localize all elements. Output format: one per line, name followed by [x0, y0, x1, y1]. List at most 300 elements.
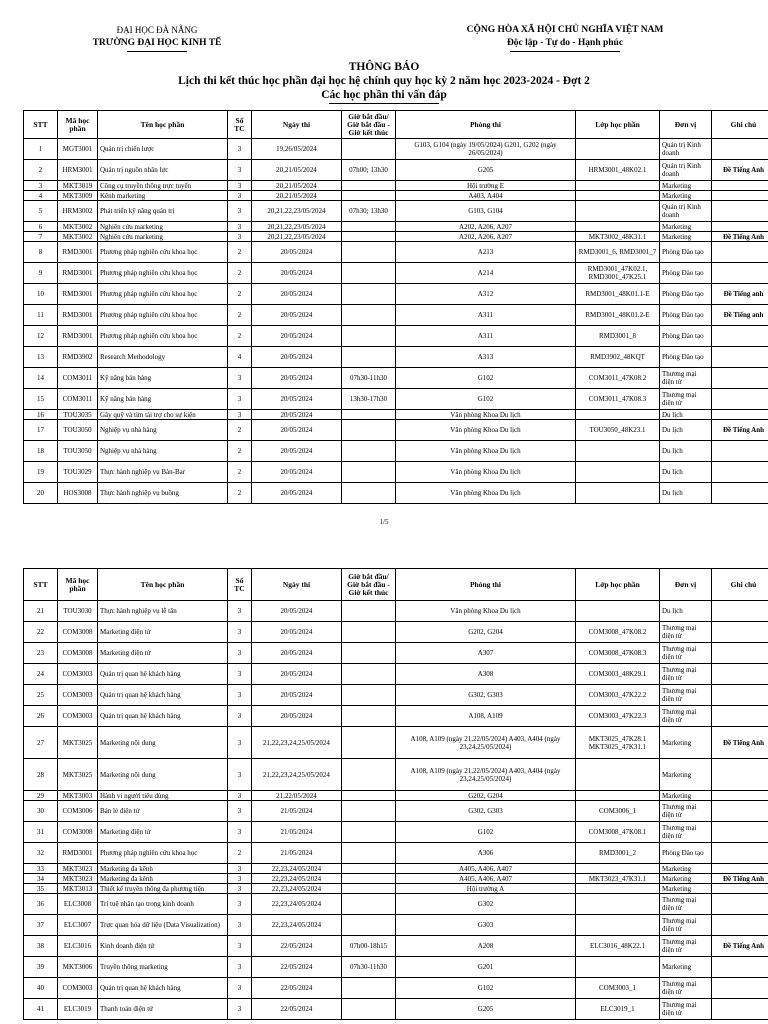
note-cell: Đề Tiếng anh	[712, 305, 768, 326]
department-cell: Thương mại điện tử	[660, 706, 712, 727]
course-code-cell: HRM3001	[58, 160, 98, 181]
note-cell	[712, 643, 768, 664]
department-cell: Thương mại điện tử	[660, 389, 712, 410]
class-section-cell	[576, 441, 660, 462]
table-row	[24, 706, 768, 727]
exam-room-cell: A311	[396, 326, 576, 347]
course-code-cell: RMD3902	[58, 347, 98, 368]
exam-room-cell: G302	[396, 894, 576, 915]
exam-room-cell: A202, A206, A207	[396, 222, 576, 232]
class-section-cell: COM3011_47K08.3	[576, 389, 660, 410]
note-cell	[712, 791, 768, 801]
credits-cell: 2	[228, 263, 252, 284]
table-row	[24, 441, 768, 462]
table-row	[24, 957, 768, 978]
table-row	[24, 242, 768, 263]
course-name-cell: Gây quỹ và tìm tài trợ cho sự kiện	[98, 410, 228, 420]
col-header-exam-date: Ngày thi	[252, 569, 342, 601]
table-row	[24, 727, 768, 759]
note-cell	[712, 263, 768, 284]
exam-date-cell: 20/05/2024	[252, 305, 342, 326]
col-header-credits: Số TC	[228, 569, 252, 601]
stt-cell: 26	[24, 706, 58, 727]
class-section-cell: COM3008_47K08.2	[576, 622, 660, 643]
course-code-cell: RMD3001	[58, 284, 98, 305]
course-name-cell: Truyền thông marketing	[98, 957, 228, 978]
course-code-cell: RMD3001	[58, 326, 98, 347]
department-cell: Thương mại điện tử	[660, 685, 712, 706]
exam-room-cell: G205	[396, 160, 576, 181]
exam-time-cell	[342, 483, 396, 504]
national-motto-block	[440, 24, 690, 52]
col-header-department: Đơn vị	[660, 111, 712, 139]
credits-cell: 3	[228, 884, 252, 894]
course-name-cell: Thực hành nghiệp vụ Bàn-Bar	[98, 462, 228, 483]
table-row	[24, 139, 768, 160]
stt-cell: 17	[24, 420, 58, 441]
exam-date-cell: 22/05/2024	[252, 936, 342, 957]
exam-time-cell: 07h00; 13h30	[342, 160, 396, 181]
exam-time-cell	[342, 791, 396, 801]
exam-room-cell: A403, A404	[396, 191, 576, 201]
credits-cell: 4	[228, 347, 252, 368]
class-section-cell	[576, 791, 660, 801]
class-section-cell	[576, 222, 660, 232]
department-cell: Marketing	[660, 181, 712, 191]
exam-time-cell	[342, 843, 396, 864]
exam-date-cell: 22,23,24/05/2024	[252, 864, 342, 874]
exam-room-cell: Văn phòng Khoa Du lịch	[396, 601, 576, 622]
stt-cell: 38	[24, 936, 58, 957]
table-row	[24, 368, 768, 389]
exam-room-cell: Văn phòng Khoa Du lịch	[396, 483, 576, 504]
note-cell: Đề Tiếng Anh	[712, 936, 768, 957]
credits-cell: 3	[228, 999, 252, 1020]
exam-room-cell: Văn phòng Khoa Du lịch	[396, 462, 576, 483]
col-header-class-section: Lớp học phần	[576, 111, 660, 139]
department-cell: Thương mại điện tử	[660, 801, 712, 822]
table-row	[24, 305, 768, 326]
note-cell	[712, 347, 768, 368]
course-name-cell: Marketing đa kênh	[98, 874, 228, 884]
col-header-exam-room: Phòng thi	[396, 569, 576, 601]
course-code-cell: TOU3030	[58, 601, 98, 622]
exam-room-cell: G303	[396, 915, 576, 936]
credits-cell: 2	[228, 462, 252, 483]
stt-cell: 9	[24, 263, 58, 284]
course-name-cell: Phát triển kỹ năng quản trị	[98, 201, 228, 222]
exam-time-cell	[342, 822, 396, 843]
exam-room-cell: A214	[396, 263, 576, 284]
stt-cell: 32	[24, 843, 58, 864]
note-cell	[712, 462, 768, 483]
department-cell: Quản trị Kinh doanh	[660, 201, 712, 222]
exam-date-cell: 22,23,24/05/2024	[252, 894, 342, 915]
exam-date-cell: 20,21/05/2024	[252, 181, 342, 191]
course-name-cell: Phương pháp nghiên cứu khoa học	[98, 305, 228, 326]
course-name-cell: Marketing nội dung	[98, 727, 228, 759]
col-header-course-name: Tên học phần	[98, 569, 228, 601]
exam-room-cell: Hội trường E	[396, 181, 576, 191]
credits-cell: 3	[228, 727, 252, 759]
class-section-cell: RMD3902_48KQT	[576, 347, 660, 368]
note-cell	[712, 222, 768, 232]
table-row	[24, 915, 768, 936]
course-name-cell: Thanh toán điện tử	[98, 999, 228, 1020]
exam-room-cell: A202, A206, A207	[396, 232, 576, 242]
course-name-cell: Phương pháp nghiên cứu khoa học	[98, 242, 228, 263]
issuer-block	[62, 24, 252, 52]
note-cell	[712, 326, 768, 347]
stt-cell: 11	[24, 305, 58, 326]
exam-room-cell: A306	[396, 843, 576, 864]
department-cell: Thương mại điện tử	[660, 915, 712, 936]
department-cell: Thương mại điện tử	[660, 664, 712, 685]
credits-cell: 3	[228, 936, 252, 957]
department-cell: Phòng Đào tạo	[660, 843, 712, 864]
credits-cell: 3	[228, 232, 252, 242]
credits-cell: 2	[228, 843, 252, 864]
credits-cell: 3	[228, 706, 252, 727]
exam-room-cell: A405, A406, A407	[396, 864, 576, 874]
department-cell: Marketing	[660, 884, 712, 894]
department-cell: Thương mại điện tử	[660, 999, 712, 1020]
class-section-cell	[576, 894, 660, 915]
note-cell	[712, 441, 768, 462]
exam-room-cell: G202, G204	[396, 791, 576, 801]
exam-time-cell	[342, 874, 396, 884]
exam-date-cell: 21,22,23,24,25/05/2024	[252, 727, 342, 759]
exam-time-cell	[342, 181, 396, 191]
exam-time-cell	[342, 685, 396, 706]
credits-cell: 3	[228, 957, 252, 978]
course-code-cell: COM3006	[58, 801, 98, 822]
class-section-cell: COM3003_1	[576, 978, 660, 999]
credits-cell: 2	[228, 284, 252, 305]
exam-room-cell: G102	[396, 822, 576, 843]
table-header-row	[24, 569, 768, 601]
course-name-cell: Phương pháp nghiên cứu khoa học	[98, 263, 228, 284]
note-cell	[712, 915, 768, 936]
stt-cell: 15	[24, 389, 58, 410]
table-row	[24, 483, 768, 504]
class-section-cell	[576, 462, 660, 483]
col-header-exam-room: Phòng thi	[396, 111, 576, 139]
class-section-cell	[576, 601, 660, 622]
credits-cell: 3	[228, 368, 252, 389]
exam-date-cell: 20,21,22,23/05/2024	[252, 222, 342, 232]
stt-cell: 6	[24, 222, 58, 232]
exam-time-cell: 07h00-18h15	[342, 936, 396, 957]
exam-date-cell: 20,21,22,23/05/2024	[252, 232, 342, 242]
course-name-cell: Nghiệp vụ nhà hàng	[98, 420, 228, 441]
exam-time-cell	[342, 727, 396, 759]
department-cell: Phòng Đào tạo	[660, 347, 712, 368]
class-section-cell	[576, 483, 660, 504]
exam-time-cell	[342, 326, 396, 347]
exam-room-cell: G201	[396, 957, 576, 978]
stt-cell: 41	[24, 999, 58, 1020]
department-cell: Marketing	[660, 727, 712, 759]
col-header-exam-time: Giờ bắt đầu/ Giờ bắt đầu - Giờ kết thúc	[342, 111, 396, 139]
exam-date-cell: 21,22,23,24,25/05/2024	[252, 759, 342, 791]
course-code-cell: MKT3025	[58, 759, 98, 791]
table-row	[24, 462, 768, 483]
course-code-cell: ELC3007	[58, 915, 98, 936]
exam-time-cell	[342, 420, 396, 441]
credits-cell: 3	[228, 685, 252, 706]
credits-cell: 3	[228, 191, 252, 201]
course-code-cell: RMD3001	[58, 843, 98, 864]
table-row	[24, 284, 768, 305]
credits-cell: 3	[228, 978, 252, 999]
course-code-cell: MKT3023	[58, 874, 98, 884]
exam-time-cell	[342, 232, 396, 242]
department-cell: Du lịch	[660, 441, 712, 462]
stt-cell: 29	[24, 791, 58, 801]
exam-room-cell: G302, G303	[396, 685, 576, 706]
exam-time-cell	[342, 284, 396, 305]
department-cell: Thương mại điện tử	[660, 894, 712, 915]
col-header-course-code: Mã học phần	[58, 111, 98, 139]
exam-time-cell	[342, 191, 396, 201]
exam-time-cell	[342, 410, 396, 420]
stt-cell: 27	[24, 727, 58, 759]
note-cell	[712, 664, 768, 685]
class-section-cell	[576, 957, 660, 978]
table-row	[24, 263, 768, 284]
credits-cell: 3	[228, 601, 252, 622]
note-cell	[712, 706, 768, 727]
exam-room-cell: G102	[396, 389, 576, 410]
course-code-cell: HOS3008	[58, 483, 98, 504]
class-section-cell: MKT3002_48K31.1	[576, 232, 660, 242]
credits-cell: 3	[228, 894, 252, 915]
note-cell	[712, 622, 768, 643]
stt-cell: 24	[24, 664, 58, 685]
course-code-cell: RMD3001	[58, 242, 98, 263]
credits-cell: 3	[228, 389, 252, 410]
exam-room-cell: A208	[396, 936, 576, 957]
credits-cell: 3	[228, 201, 252, 222]
exam-date-cell: 21/05/2024	[252, 822, 342, 843]
course-code-cell: ELC3008	[58, 894, 98, 915]
note-cell	[712, 181, 768, 191]
exam-time-cell	[342, 978, 396, 999]
class-section-cell: HRM3001_48K02.1	[576, 160, 660, 181]
credits-cell: 3	[228, 801, 252, 822]
course-code-cell: TOU3029	[58, 462, 98, 483]
exam-time-cell	[342, 601, 396, 622]
course-code-cell: MKT3002	[58, 222, 98, 232]
note-cell	[712, 368, 768, 389]
stt-cell: 40	[24, 978, 58, 999]
exam-room-cell: Văn phòng Khoa Du lịch	[396, 410, 576, 420]
department-cell: Du lịch	[660, 420, 712, 441]
course-name-cell: Nghiên cứu marketing	[98, 222, 228, 232]
department-cell: Du lịch	[660, 601, 712, 622]
table-row	[24, 664, 768, 685]
department-cell: Marketing	[660, 957, 712, 978]
department-cell: Thương mại điện tử	[660, 936, 712, 957]
exam-room-cell: A308	[396, 664, 576, 685]
note-cell: Đề Tiếng Anh	[712, 727, 768, 759]
table-header-row	[24, 111, 768, 139]
country-name: CỘNG HÒA XÃ HỘI CHỦ NGHĨA VIỆT NAM	[466, 25, 664, 35]
exam-schedule-table-page-2	[23, 568, 768, 1020]
note-cell	[712, 242, 768, 263]
exam-date-cell: 20/05/2024	[252, 368, 342, 389]
note-cell: Đề Tiếng Anh	[712, 232, 768, 242]
course-name-cell: Nghiên cứu marketing	[98, 232, 228, 242]
department-cell: Quản trị Kinh doanh	[660, 160, 712, 181]
note-cell	[712, 191, 768, 201]
table-row	[24, 326, 768, 347]
notice-titles	[0, 60, 768, 104]
department-cell: Phòng Đào tạo	[660, 305, 712, 326]
col-header-note: Ghi chú	[712, 569, 768, 601]
exam-time-cell	[342, 622, 396, 643]
stt-cell: 33	[24, 864, 58, 874]
course-code-cell: COM3003	[58, 664, 98, 685]
exam-room-cell: Hội trường A	[396, 884, 576, 894]
note-cell	[712, 894, 768, 915]
course-code-cell: ELC3019	[58, 999, 98, 1020]
course-code-cell: COM3011	[58, 389, 98, 410]
table-row	[24, 978, 768, 999]
course-code-cell: MGT3001	[58, 139, 98, 160]
course-name-cell: Quản trị nguồn nhân lực	[98, 160, 228, 181]
exam-date-cell: 21/05/2024	[252, 801, 342, 822]
note-cell: Đề Tiếng anh	[712, 284, 768, 305]
table-row	[24, 643, 768, 664]
notice-title: THÔNG BÁO	[348, 61, 420, 73]
credits-cell: 3	[228, 181, 252, 191]
credits-cell: 2	[228, 441, 252, 462]
department-cell: Thương mại điện tử	[660, 978, 712, 999]
credits-cell: 3	[228, 222, 252, 232]
exam-date-cell: 22,23,24/05/2024	[252, 884, 342, 894]
table-row	[24, 410, 768, 420]
class-section-cell: MKT3023_47K31.1	[576, 874, 660, 884]
exam-time-cell	[342, 139, 396, 160]
class-section-cell	[576, 915, 660, 936]
note-cell	[712, 884, 768, 894]
exam-date-cell: 20/05/2024	[252, 462, 342, 483]
class-section-cell: RMD3001_48K01.1-E	[576, 284, 660, 305]
course-name-cell: Research Methodology	[98, 347, 228, 368]
table-row	[24, 843, 768, 864]
course-code-cell: COM3008	[58, 643, 98, 664]
notice-subtitle-2: Các học phần thi vấn đáp	[321, 89, 447, 101]
exam-date-cell: 20/05/2024	[252, 483, 342, 504]
course-code-cell: MKT3003	[58, 791, 98, 801]
course-name-cell: Marketing đa kênh	[98, 864, 228, 874]
class-section-cell	[576, 139, 660, 160]
department-cell: Quản trị Kinh doanh	[660, 139, 712, 160]
credits-cell: 3	[228, 864, 252, 874]
table-row	[24, 601, 768, 622]
class-section-cell	[576, 864, 660, 874]
exam-room-cell: A311	[396, 305, 576, 326]
department-cell: Marketing	[660, 864, 712, 874]
course-name-cell: Marketing điện tử	[98, 622, 228, 643]
class-section-cell	[576, 201, 660, 222]
department-cell: Phòng Đào tạo	[660, 284, 712, 305]
note-cell	[712, 759, 768, 791]
exam-room-cell: A108, A109	[396, 706, 576, 727]
stt-cell: 16	[24, 410, 58, 420]
table-row	[24, 759, 768, 791]
stt-cell: 1	[24, 139, 58, 160]
note-cell	[712, 483, 768, 504]
stt-cell: 14	[24, 368, 58, 389]
table-row	[24, 201, 768, 222]
col-header-class-section: Lớp học phần	[576, 569, 660, 601]
table-row	[24, 791, 768, 801]
underline	[329, 103, 439, 104]
exam-time-cell: 13h30-17h30	[342, 389, 396, 410]
class-section-cell	[576, 884, 660, 894]
department-cell: Du lịch	[660, 483, 712, 504]
class-section-cell: ELC3016_48K22.1	[576, 936, 660, 957]
exam-room-cell: G202, G204	[396, 622, 576, 643]
note-cell	[712, 201, 768, 222]
exam-date-cell: 20/05/2024	[252, 643, 342, 664]
exam-time-cell	[342, 441, 396, 462]
course-code-cell: TOU3035	[58, 410, 98, 420]
stt-cell: 37	[24, 915, 58, 936]
stt-cell: 21	[24, 601, 58, 622]
course-code-cell: RMD3001	[58, 305, 98, 326]
note-cell	[712, 685, 768, 706]
col-header-stt: STT	[24, 569, 58, 601]
class-section-cell: RMD3001_6, RMD3001_7	[576, 242, 660, 263]
exam-room-cell: G103, G104 (ngày 19/05/2024) G201, G202 (ngày 26/05/2024)	[396, 139, 576, 160]
note-cell: Đề Tiếng Anh	[712, 160, 768, 181]
exam-room-cell: G103, G104	[396, 201, 576, 222]
course-name-cell: Quản trị quan hệ khách hàng	[98, 706, 228, 727]
department-cell: Marketing	[660, 222, 712, 232]
table-row	[24, 420, 768, 441]
exam-room-cell: A307	[396, 643, 576, 664]
stt-cell: 28	[24, 759, 58, 791]
table-row	[24, 222, 768, 232]
university-name: ĐẠI HỌC ĐÀ NẴNG	[116, 25, 198, 35]
stt-cell: 4	[24, 191, 58, 201]
note-cell: Đề Tiếng Anh	[712, 420, 768, 441]
class-section-cell: COM3006_1	[576, 801, 660, 822]
col-header-department: Đơn vị	[660, 569, 712, 601]
exam-date-cell: 20/05/2024	[252, 685, 342, 706]
table-row	[24, 822, 768, 843]
class-section-cell	[576, 410, 660, 420]
exam-time-cell: 07h30-11h30	[342, 957, 396, 978]
course-code-cell: MKT3006	[58, 957, 98, 978]
exam-time-cell	[342, 864, 396, 874]
exam-room-cell: G102	[396, 978, 576, 999]
course-code-cell: MKT3019	[58, 181, 98, 191]
class-section-cell: COM3003_47K22.2	[576, 685, 660, 706]
department-cell: Du lịch	[660, 462, 712, 483]
exam-date-cell: 20/05/2024	[252, 389, 342, 410]
table-row	[24, 347, 768, 368]
note-cell	[712, 978, 768, 999]
course-name-cell: Nghiệp vụ nhà hàng	[98, 441, 228, 462]
class-section-cell: TOU3050_48K23.1	[576, 420, 660, 441]
class-section-cell: COM3008_47K08.1	[576, 822, 660, 843]
note-cell	[712, 139, 768, 160]
